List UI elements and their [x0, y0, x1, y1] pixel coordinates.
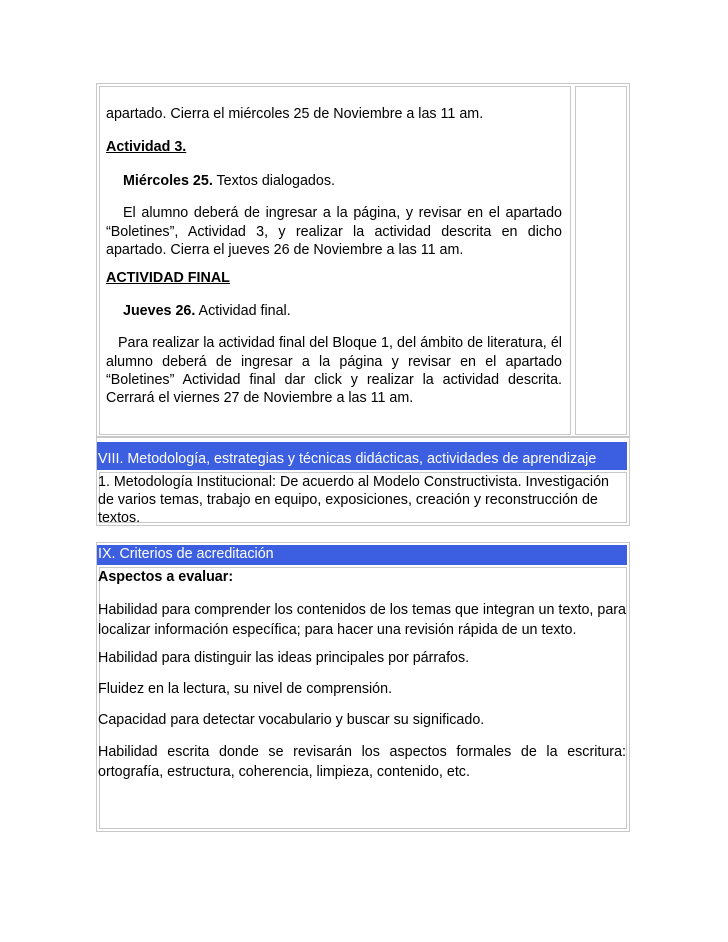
criteria-item-5-line-1: Habilidad escrita donde se revisarán los aspectos formales de la escritura:	[98, 744, 626, 760]
activity3-line-2: “Boletines”, Actividad 3, y realizar la actividad descrita en dicho	[106, 224, 562, 240]
criteria-subheading: Aspectos a evaluar:	[98, 569, 234, 585]
criteria-item-2: Habilidad para distinguir las ideas principales por párrafos.	[98, 650, 470, 666]
criteria-item-1-line-2: localizar información específica; para hacer una revisión rápida de un texto.	[98, 622, 577, 638]
section-ix-header: IX. Criterios de acreditación	[97, 545, 627, 565]
final-activity-line-4: Cerrará el viernes 27 de Noviembre a las 11 am.	[106, 390, 414, 406]
final-activity-line-3: “Boletines” Actividad final dar click y realizar la actividad descrita.	[106, 372, 562, 388]
criteria-item-1-line-1: Habilidad para comprender los contenidos de los temas que integran un texto, para	[98, 602, 626, 618]
activity3-date: Miércoles 25. Textos dialogados.	[123, 173, 335, 189]
empty-side-cell	[575, 86, 627, 435]
final-activity-line-2: alumno deberá de ingresar a la página y revisar en el apartado	[106, 354, 562, 370]
activity2-close-text: apartado. Cierra el miércoles 25 de Noviembre a las 11 am.	[106, 106, 484, 122]
activity3-heading: Actividad 3.	[106, 139, 187, 155]
final-activity-heading: ACTIVIDAD FINAL	[106, 270, 230, 286]
criteria-item-4: Capacidad para detectar vocabulario y buscar su significado.	[98, 712, 485, 728]
section-viii-header: VIII. Metodología, estrategias y técnicas didácticas, actividades de aprendizaje	[97, 442, 627, 470]
final-activity-date: Jueves 26. Actividad final.	[123, 303, 291, 319]
section-viii-line-2: de varios temas, trabajo en equipo, exposiciones, creación y reconstrucción de	[98, 492, 598, 508]
section-viii-line-3: textos.	[98, 510, 141, 526]
criteria-item-3: Fluidez en la lectura, su nivel de comprensión.	[98, 681, 393, 697]
activity3-line-3: apartado. Cierra el jueves 26 de Noviembre a las 11 am.	[106, 242, 464, 258]
criteria-item-5-line-2: ortografía, estructura, coherencia, limpieza, contenido, etc.	[98, 764, 470, 780]
final-activity-line-1: Para realizar la actividad final del Bloque 1, del ámbito de literatura, él	[118, 335, 562, 351]
activity3-line-1: El alumno deberá de ingresar a la página, y revisar en el apartado	[123, 205, 562, 221]
section-viii-line-1: 1. Metodología Institucional: De acuerdo al Modelo Constructivista. Investigación	[98, 474, 609, 490]
